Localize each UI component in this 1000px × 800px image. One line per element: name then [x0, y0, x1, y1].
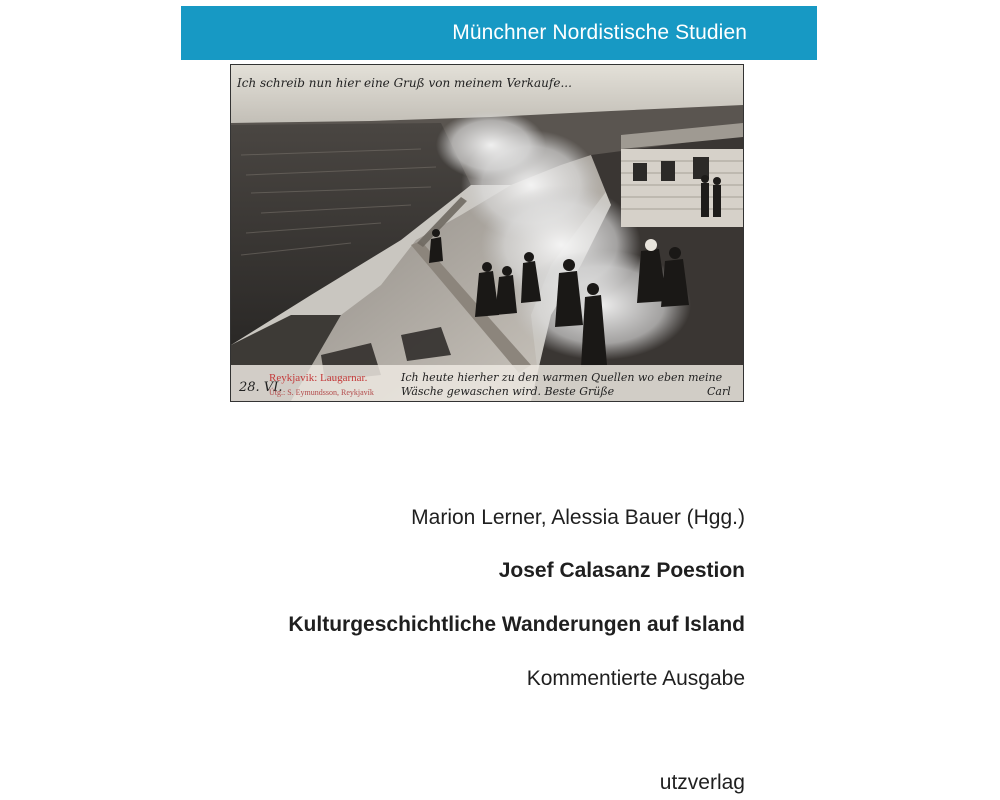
- handwriting-bottom: Ich heute hierher zu den warmen Quellen wo eben meine: [401, 371, 723, 384]
- cover-photo: [230, 64, 744, 402]
- book-title: Kulturgeschichtliche Wanderungen auf Island: [288, 613, 745, 636]
- printed-publisher: Útg.: S. Eymundsson, Reykjavík: [269, 388, 374, 397]
- handwriting-top: Ich schreib nun hier eine Gruß von meinem Verkaufe...: [237, 76, 572, 90]
- series-banner: [181, 6, 817, 60]
- steam-cloud-4: [436, 110, 546, 180]
- author-name: Josef Calasanz Poestion: [498, 559, 745, 582]
- printed-caption: Reykjavik: Laugarnar.: [269, 372, 368, 384]
- wooden-house: [621, 123, 743, 227]
- editors: Marion Lerner, Alessia Bauer (Hgg.): [411, 506, 745, 529]
- series-title: Münchner Nordistische Studien: [452, 21, 747, 44]
- book-subtitle: Kommentierte Ausgabe: [526, 667, 745, 690]
- handwriting-bottom-2: Wäsche gewaschen wird. Beste Grüße: [401, 385, 615, 398]
- postcard-image: [231, 65, 743, 401]
- handwriting-date: 28. VI.: [239, 380, 283, 395]
- handwriting-signature: Carl: [707, 385, 731, 398]
- publisher-name: utzverlag: [659, 771, 745, 794]
